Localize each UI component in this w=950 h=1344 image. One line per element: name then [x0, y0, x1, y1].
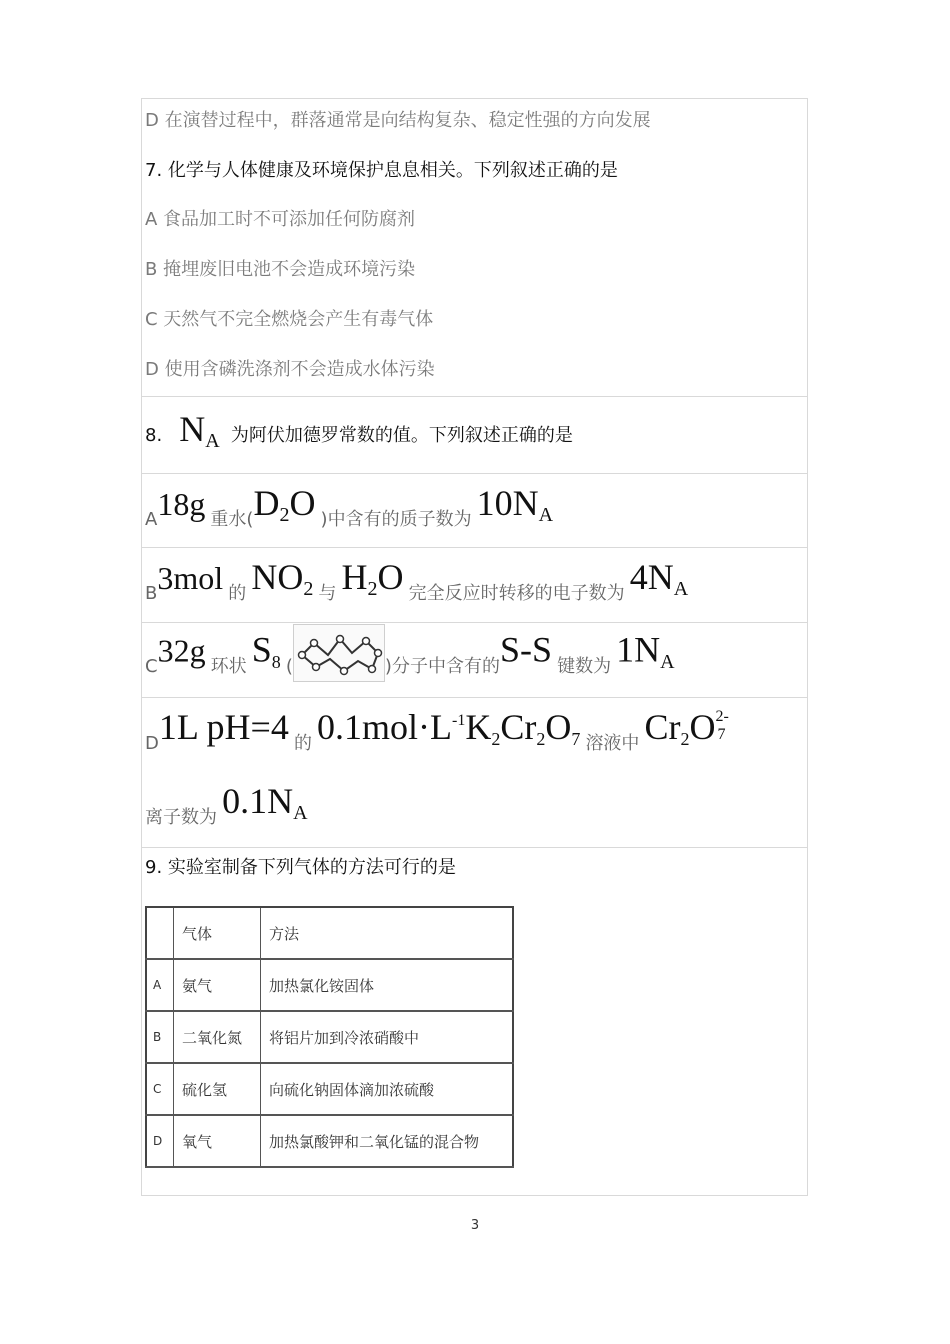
q7-option-a: A 食品加工时不可添加任何防腐剂: [145, 209, 416, 230]
option-text: (: [285, 655, 293, 677]
divider: [141, 396, 808, 397]
table-cell: 将铝片加到冷浓硝酸中: [261, 1011, 514, 1063]
table-row: [146, 1063, 513, 1115]
divider: [141, 547, 808, 548]
q8-option-d: [145, 706, 738, 754]
table-cell: B: [146, 1011, 174, 1063]
option-text: 溶液中: [585, 733, 640, 754]
page-number: 3: [470, 1218, 480, 1233]
option-text: 的: [293, 733, 312, 754]
q8-option-d-continued: [145, 780, 308, 828]
divider: [141, 697, 808, 698]
table-cell: 氧气: [174, 1115, 261, 1167]
formula: 1L pH=4: [158, 707, 289, 747]
formula: D: [253, 483, 280, 523]
subscript: 8: [271, 651, 281, 672]
table-cell: C: [146, 1063, 174, 1115]
divider: [141, 847, 808, 848]
q6-option-d: D 在演替过程中，群落通常是向结构复杂、稳定性强的方向发展: [145, 110, 651, 131]
option-letter: D: [145, 733, 159, 754]
subscript: A: [538, 504, 554, 526]
subscript: A: [293, 802, 308, 824]
formula: 32g: [157, 632, 206, 669]
table-cell: 加热氯酸钾和二氧化锰的混合物: [261, 1115, 514, 1167]
q7-option-c: C 天然气不完全燃烧会产生有毒气体: [145, 309, 434, 330]
subscript: A: [660, 650, 675, 673]
table-row: [146, 959, 513, 1011]
option-text: 离子数为: [145, 807, 217, 828]
subscript: A: [673, 578, 689, 600]
q9-stem: 9. 实验室制备下列气体的方法可行的是: [145, 857, 456, 878]
divider: [141, 473, 808, 474]
option-text: )分子中含有的: [384, 655, 500, 677]
subscript: 2: [536, 729, 546, 749]
divider: [141, 622, 808, 623]
option-text: 的: [228, 583, 247, 604]
table-cell: [146, 907, 174, 959]
table-cell: 向硫化钠固体滴加浓硫酸: [261, 1063, 514, 1115]
subscript: 2: [680, 729, 690, 749]
formula: 3mol: [157, 560, 224, 596]
formula: S-S: [499, 629, 552, 670]
subscript: 2: [367, 578, 378, 600]
formula: O: [545, 707, 572, 747]
answer-value: 4N: [629, 557, 674, 597]
option-text: 与: [318, 583, 337, 604]
table-cell: 二氧化氮: [174, 1011, 261, 1063]
superscript: -1: [452, 712, 466, 729]
table-row: [146, 1115, 513, 1167]
na-symbol: N: [179, 409, 206, 449]
na-subscript: A: [205, 430, 220, 452]
formula: Cr: [644, 707, 681, 747]
formula: O: [289, 483, 316, 523]
answer-value: 10N: [476, 483, 539, 523]
q8-stem-text: 为阿伏加德罗常数的值。下列叙述正确的是: [230, 425, 573, 446]
subscript: 2: [491, 729, 501, 749]
subscript: 2: [303, 578, 314, 600]
table-row: [146, 1011, 513, 1063]
table-cell: D: [146, 1115, 174, 1167]
subscript: 2: [279, 504, 290, 526]
formula: K: [465, 707, 492, 747]
option-text: 完全反应时转移的电子数为: [408, 583, 625, 604]
table-cell: 硫化氢: [174, 1063, 261, 1115]
option-text: 环状: [210, 655, 247, 677]
formula: 0.1mol·L: [317, 707, 453, 747]
subscript: 7: [571, 729, 581, 749]
formula: S: [251, 629, 272, 670]
formula: 18g: [157, 486, 206, 522]
table-cell: 氨气: [174, 959, 261, 1011]
table-cell: 方法: [261, 907, 514, 959]
q7-option-d: D 使用含磷洗涤剂不会造成水体污染: [145, 359, 435, 380]
answer-value: 1N: [616, 629, 661, 670]
answer-value: 0.1N: [222, 781, 294, 821]
table-cell: 加热氯化铵固体: [261, 959, 514, 1011]
option-letter: C: [145, 655, 158, 677]
formula: Cr: [500, 707, 537, 747]
q8-stem: [145, 408, 573, 450]
table-header-row: [146, 907, 513, 959]
gas-preparation-table: [145, 906, 514, 1168]
option-text: )中含有的质子数为: [320, 509, 472, 530]
formula: NO: [251, 557, 304, 597]
q8-number: 8.: [145, 425, 163, 446]
q8-option-c: [145, 628, 675, 686]
table-cell: A: [146, 959, 174, 1011]
subscript: 7: [717, 726, 726, 743]
q8-option-a: [145, 482, 554, 530]
formula: H: [341, 557, 368, 597]
formula: O: [377, 557, 404, 597]
q8-option-b: [145, 556, 689, 604]
q7-option-b: B 掩埋废旧电池不会造成环境污染: [145, 259, 416, 280]
q7-stem: 7. 化学与人体健康及环境保护息息相关。下列叙述正确的是: [145, 160, 618, 181]
table-cell: 气体: [174, 907, 261, 959]
option-letter: B: [145, 583, 158, 604]
option-text: 重水(: [210, 509, 254, 530]
s8-ring-structure-image: [293, 624, 385, 682]
superscript: 2-: [715, 708, 729, 725]
option-text: 键数为: [557, 655, 612, 677]
option-letter: A: [145, 509, 158, 530]
formula: O: [689, 707, 716, 747]
